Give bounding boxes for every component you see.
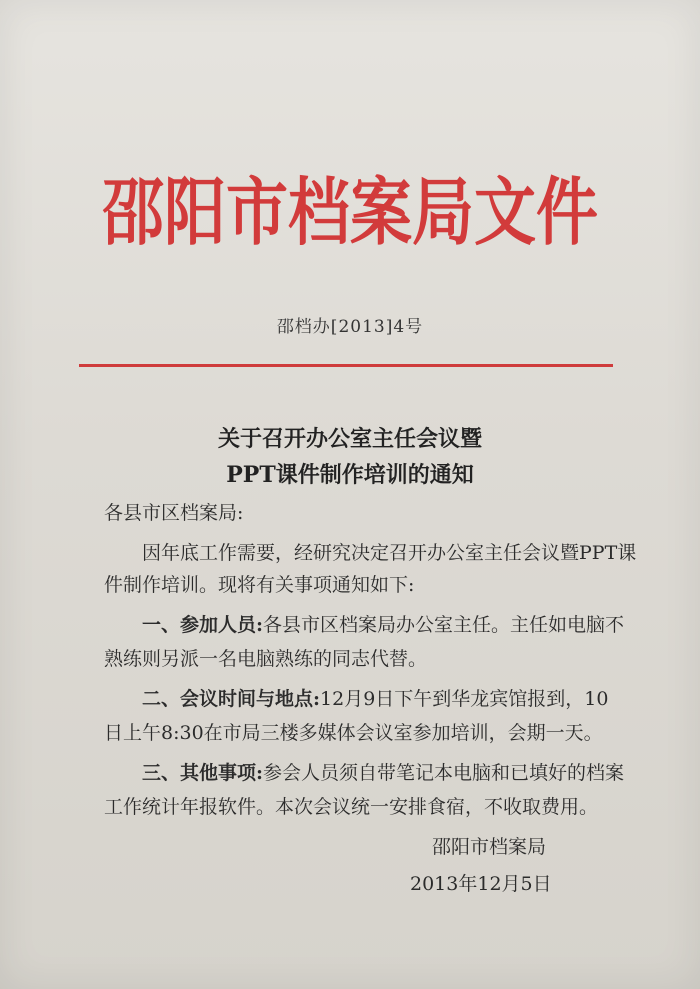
masthead-title: 邵阳市档案局文件 — [101, 168, 598, 256]
item-2-label: 二、会议时间与地点: — [142, 688, 321, 710]
item-3-label: 三、其他事项: — [142, 762, 264, 784]
item-1-text1: 各县市区档案局办公室主任。主任如电脑不 — [263, 614, 625, 636]
item-3-line1 — [142, 758, 624, 785]
item-1-line2: 熟练则另派一名电脑熟练的同志代替。 — [104, 648, 428, 670]
salutation: 各县市区档案局: — [104, 502, 244, 524]
intro-line2: 件制作培训。现将有关事项通知如下: — [104, 574, 415, 596]
item-1-line1 — [142, 610, 624, 637]
issue-date: 2013年12月5日 — [410, 873, 552, 895]
notice-title-line1: 关于召开办公室主任会议暨 — [217, 426, 482, 452]
item-1-label: 一、参加人员: — [142, 614, 264, 636]
item-2-line2: 日上午8:30在市局三楼多媒体会议室参加培训，会期一天。 — [104, 722, 603, 744]
item-2-line1 — [142, 684, 608, 711]
document-number: 邵档办[2013]4号 — [276, 317, 424, 337]
item-3-line2: 工作统计年报软件。本次会议统一安排食宿，不收取费用。 — [104, 796, 599, 818]
red-divider-line — [79, 364, 613, 367]
item-2-text1: 12月9日下午到华龙宾馆报到，10 — [320, 688, 609, 710]
intro-line1: 因年底工作需要，经研究决定召开办公室主任会议暨PPT课 — [142, 542, 637, 564]
issuer-name: 邵阳市档案局 — [432, 836, 547, 858]
notice-title-line2: PPT课件制作培训的通知 — [226, 462, 474, 488]
item-3-text1: 参会人员须自带笔记本电脑和已填好的档案 — [263, 762, 625, 784]
